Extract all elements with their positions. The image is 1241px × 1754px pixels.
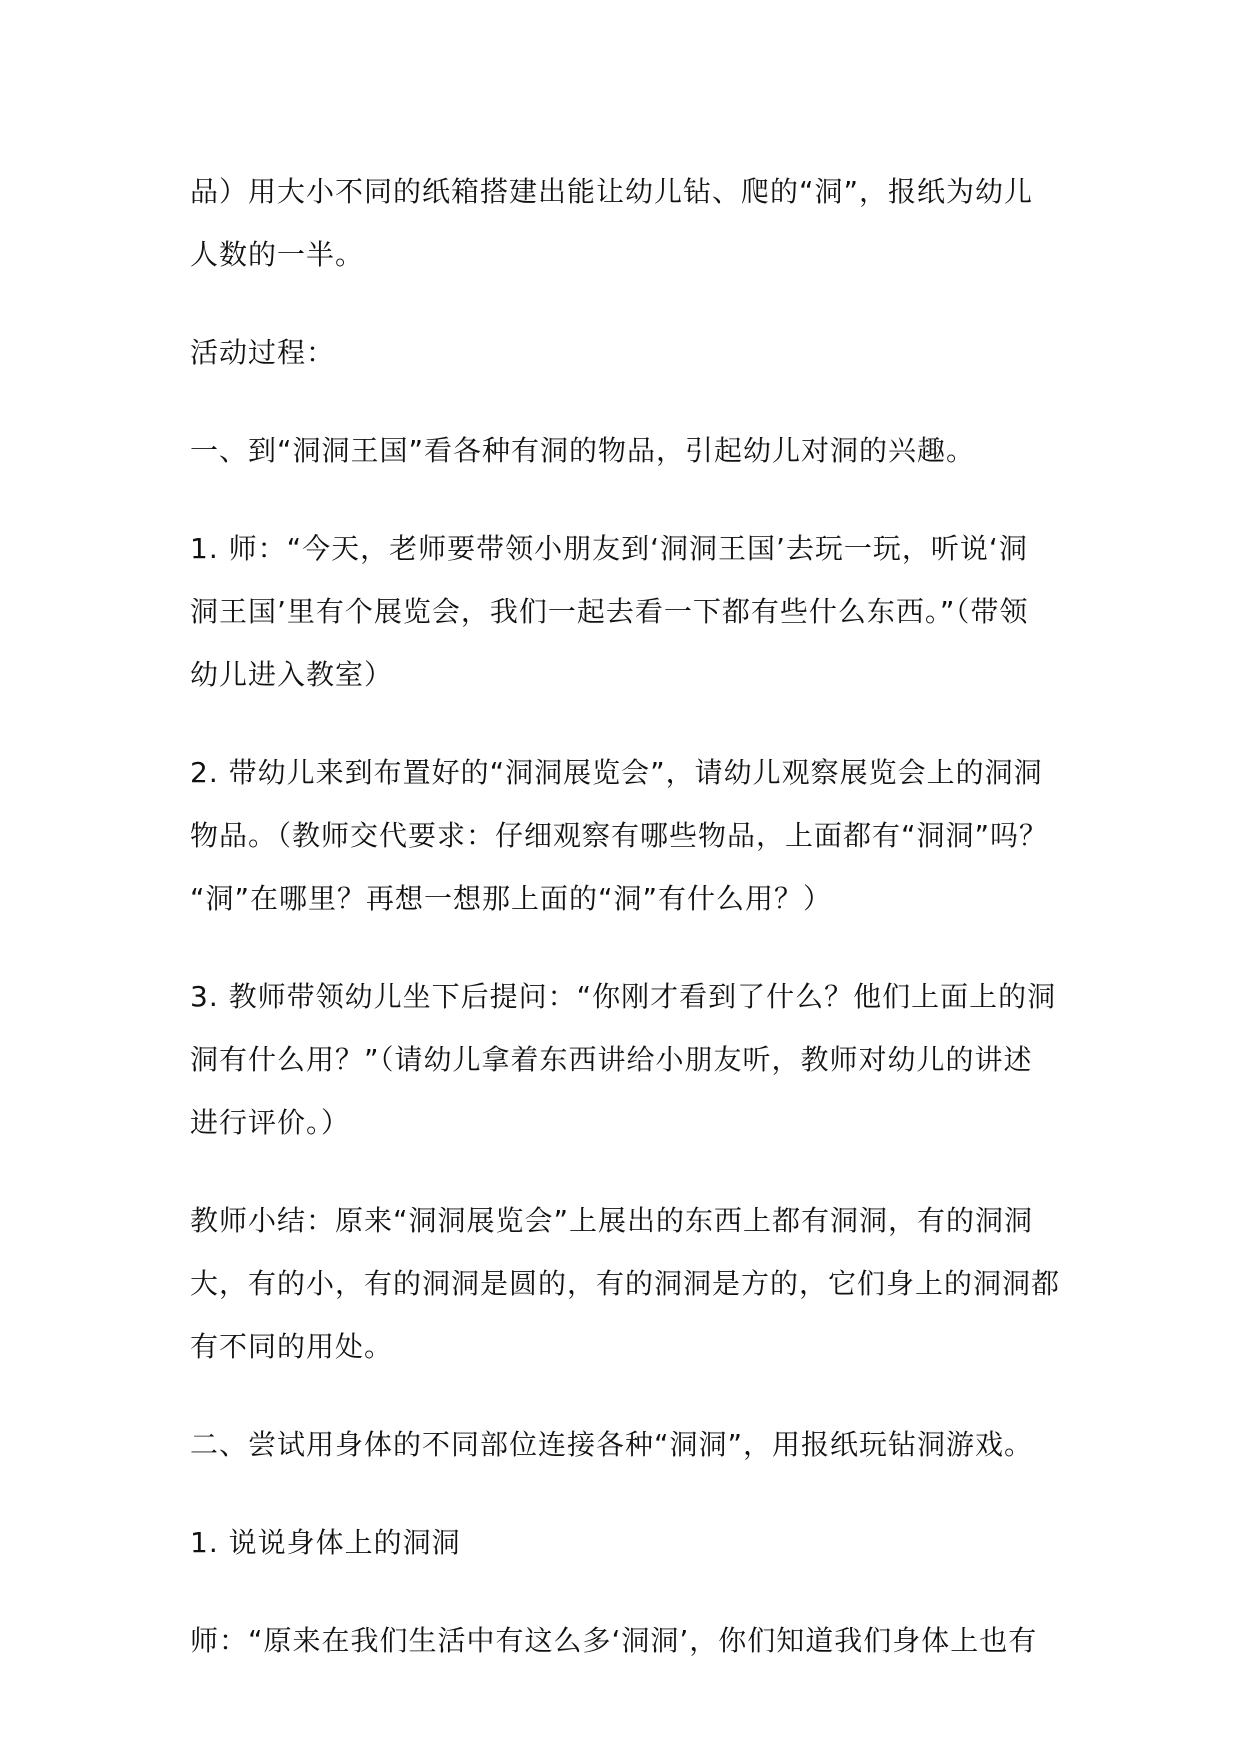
- paragraph-teacher-summary: [190, 1189, 1060, 1378]
- paragraph-materials: [190, 160, 1060, 286]
- text-line: 2. 带幼儿来到布置好的“洞洞展览会”，请幼儿观察展览会上的洞洞: [190, 756, 1043, 789]
- section-heading-activity-process: [190, 321, 1060, 384]
- text-line: 1. 说说身体上的洞洞: [190, 1526, 461, 1559]
- text-line: 师：“原来在我们生活中有这么多‘洞洞’，你们知道我们身体上也有: [190, 1624, 1038, 1657]
- text-line: 洞有什么用？”（请幼儿拿着东西讲给小朋友听，教师对幼儿的讲述: [190, 1043, 1033, 1076]
- paragraph-step-3: [190, 965, 1060, 1154]
- paragraph-teacher-question: [190, 1609, 1060, 1672]
- text-line: 二、尝试用身体的不同部位连接各种“洞洞”，用报纸玩钻洞游戏。: [190, 1428, 1034, 1461]
- section-heading-part-one: [190, 419, 1060, 482]
- paragraph-step-1: [190, 517, 1060, 706]
- paragraph-step-2: [190, 741, 1060, 930]
- text-line: 3. 教师带领幼儿坐下后提问：“你刚才看到了什么？他们上面上的洞: [190, 980, 1057, 1013]
- text-line: 洞王国’里有个展览会，我们一起去看一下都有些什么东西。”（带领: [190, 595, 1029, 628]
- document-body: [190, 160, 1060, 1707]
- text-line: 大，有的小，有的洞洞是圆的，有的洞洞是方的，它们身上的洞洞都: [190, 1267, 1061, 1300]
- text-line: 品）用大小不同的纸箱搭建出能让幼儿钻、爬的“洞”，报纸为幼儿: [190, 175, 1034, 208]
- text-line: 物品。（教师交代要求：仔细观察有哪些物品，上面都有“洞洞”吗？: [190, 819, 1049, 852]
- section-heading-part-two: [190, 1413, 1060, 1476]
- text-line: 幼儿进入教室）: [190, 658, 394, 691]
- text-line: 进行评价。）: [190, 1106, 351, 1139]
- text-line: 1. 师：“今天，老师要带领小朋友到‘洞洞王国’去玩一玩，听说‘洞: [190, 532, 1028, 565]
- text-line: 一、到“洞洞王国”看各种有洞的物品，引起幼儿对洞的兴趣。: [190, 434, 976, 467]
- text-line: 教师小结：原来“洞洞展览会”上展出的东西上都有洞洞，有的洞洞: [190, 1204, 1034, 1237]
- subheading-body-holes: [190, 1511, 1060, 1574]
- text-line: 人数的一半。: [190, 238, 365, 271]
- text-line: “洞”在哪里？再想一想那上面的“洞”有什么用？）: [190, 882, 833, 915]
- text-line: 活动过程：: [190, 336, 336, 369]
- text-line: 有不同的用处。: [190, 1330, 394, 1363]
